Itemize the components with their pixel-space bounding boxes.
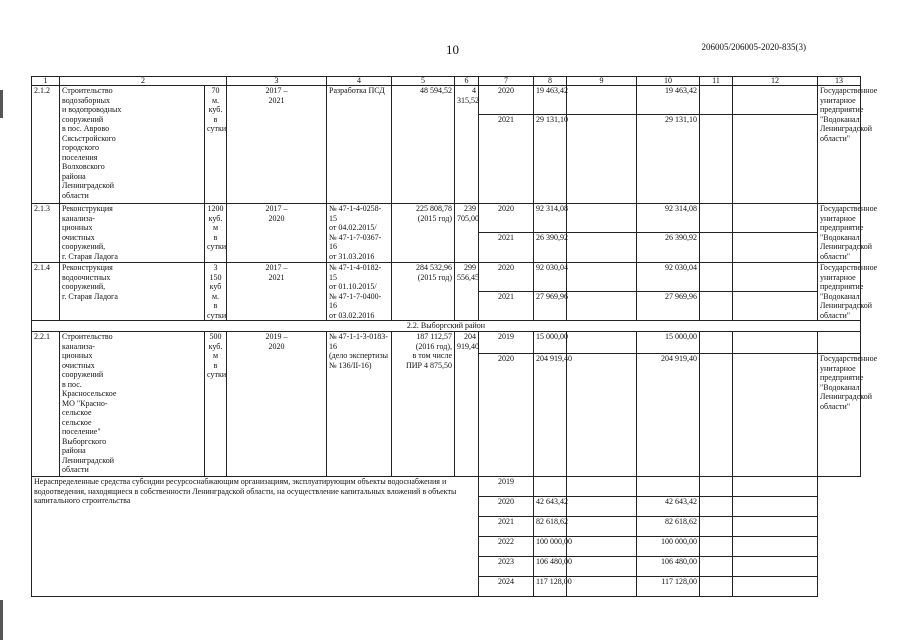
federal-budget [567,204,637,233]
federal-budget [567,115,637,204]
object-name: Реконструкция канализа- ционных очистных сооружений, г. Старая Ладога [60,204,205,263]
federal-budget [567,233,637,263]
year: 2021 [479,517,534,537]
item-number: 2.1.3 [32,204,60,263]
object-name: Строительство канализа- ционных очистных сооружений в пос. Красносельское МО "Красно- сельское сельское поселение" Выборгского района Ленинградской области [60,332,205,477]
federal-budget [567,292,637,321]
executor-organization [818,332,861,354]
financing-total: 19 463,42 [534,86,567,115]
page-number: 10 [446,42,459,57]
capacity: 1200 куб. м в сутки [205,204,227,263]
column-number: 4 [327,77,392,86]
financing-total: 29 131,10 [534,115,567,204]
investment-table [31,76,878,597]
regional-budget: 42 643,42 [637,497,700,517]
financing-total: 42 643,42 [534,497,567,517]
other-sources [733,292,818,321]
federal-budget [567,477,637,497]
year: 2021 [479,115,534,204]
year: 2020 [479,263,534,292]
column-number: 2 [60,77,227,86]
federal-budget [567,577,637,597]
construction-period: 2017 – 2021 [227,263,327,321]
federal-budget [567,557,637,577]
column-number: 6 [455,77,479,86]
column-number: 13 [818,77,861,86]
financing-total: 100 000,00 [534,537,567,557]
table-row [32,477,861,497]
regional-budget: 106 480,00 [637,557,700,577]
column-number: 7 [479,77,534,86]
year: 2021 [479,292,534,321]
financing-total: 106 480,00 [534,557,567,577]
local-budget [700,292,733,321]
column-number: 5 [392,77,455,86]
column-number: 12 [733,77,818,86]
estimated-cost: 187 112,57 (2016 год), в том числе ПИР 4 875,50 [392,332,455,477]
financing-total: 27 969,96 [534,292,567,321]
year: 2020 [479,497,534,517]
column-number: 8 [534,77,567,86]
expertise-documents: № 47-1-4-0182-15 от 01.10.2015/ № 47-1-7-0400-16 от 03.02.2016 [327,263,392,321]
regional-budget: 29 131,10 [637,115,700,204]
regional-budget: 82 618,62 [637,517,700,537]
federal-budget [567,497,637,517]
federal-budget [567,537,637,557]
local-budget [700,115,733,204]
table-row [32,263,861,292]
financing-total: 15 000,00 [534,332,567,354]
scan-edge-mark [0,600,3,640]
financing-total [534,477,567,497]
regional-budget: 27 969,96 [637,292,700,321]
local-budget [700,332,733,354]
local-budget [700,497,733,517]
local-budget [700,354,733,477]
local-budget [700,86,733,115]
executor-organization: Государственное унитарное предприятие "Водоканал Ленинградской области" [818,354,861,477]
section-row [32,321,861,332]
column-number: 11 [700,77,733,86]
other-sources [733,263,818,292]
capacity: 3 150 куб м. в сутки [205,263,227,321]
year: 2024 [479,577,534,597]
other-sources [733,86,818,115]
year: 2023 [479,557,534,577]
year: 2021 [479,233,534,263]
item-number: 2.1.2 [32,86,60,204]
table-row [32,204,861,233]
item-number: 2.1.4 [32,263,60,321]
expertise-documents: № 47-1-4-0258-15 от 04.02.2015/ № 47-1-7-0367-16 от 31.03.2016 [327,204,392,263]
federal-budget [567,354,637,477]
blank-cell [818,477,861,597]
column-number: 3 [227,77,327,86]
estimated-cost: 48 594,52 [392,86,455,204]
construction-period: 2017 – 2021 [227,86,327,204]
federal-budget [567,86,637,115]
other-sources [733,204,818,233]
remaining-cost: 299 556,45 [455,263,479,321]
table-row [32,332,861,354]
other-sources [733,233,818,263]
remaining-cost: 204 919,40 [455,332,479,477]
financing-total: 92 030,04 [534,263,567,292]
executor-organization: Государственное унитарное предприятие "Водоканал Ленинградской области" [818,263,861,321]
section-title: 2.2. Выборгский район [32,321,861,332]
local-budget [700,233,733,263]
estimated-cost: 284 532,96 (2015 год) [392,263,455,321]
local-budget [700,577,733,597]
column-number: 9 [567,77,637,86]
regional-budget: 15 000,00 [637,332,700,354]
remaining-cost: 4 315,52 [455,86,479,204]
object-name: Строительство водозаборных и водопроводных сооружений в пос. Аврово Сясьстройского городского поселения Волховского района Ленинградской области [60,86,205,204]
local-budget [700,477,733,497]
regional-budget: 92 314,08 [637,204,700,233]
other-sources [733,557,818,577]
scan-edge-mark [0,90,3,118]
other-sources [733,517,818,537]
column-number: 1 [32,77,60,86]
regional-budget [637,477,700,497]
capacity: 500 куб. м в сутки [205,332,227,477]
year: 2019 [479,477,534,497]
undistributed-funds-description: Нераспределенные средства субсидии ресурсоснабжающим организациям, эксплуатирующим объекты водоснабжения и водоотведения, находящиеся в собственности Ленинградской области, на осуществление капитальных вложений в объекты капитального строительства [32,477,479,597]
executor-organization: Государственное унитарное предприятие "Водоканал Ленинградской области" [818,86,861,204]
item-number: 2.2.1 [32,332,60,477]
local-budget [700,537,733,557]
other-sources [733,537,818,557]
other-sources [733,477,818,497]
column-number-row [32,77,861,86]
year: 2020 [479,204,534,233]
year: 2020 [479,354,534,477]
regional-budget: 100 000,00 [637,537,700,557]
expertise-documents: Разработка ПСД [327,86,392,204]
executor-organization: Государственное унитарное предприятие "Водоканал Ленинградской области" [818,204,861,263]
estimated-cost: 225 808,78 (2015 год) [392,204,455,263]
construction-period: 2017 – 2020 [227,204,327,263]
table-row [32,86,861,115]
year: 2019 [479,332,534,354]
local-budget [700,557,733,577]
other-sources [733,115,818,204]
regional-budget: 92 030,04 [637,263,700,292]
column-number: 10 [637,77,700,86]
regional-budget: 26 390,92 [637,233,700,263]
local-budget [700,263,733,292]
other-sources [733,332,818,354]
year: 2020 [479,86,534,115]
regional-budget: 204 919,40 [637,354,700,477]
document-code: 206005/206005-2020-835(3) [701,42,806,52]
federal-budget [567,517,637,537]
capacity: 70 м. куб. в сутки [205,86,227,204]
regional-budget: 19 463,42 [637,86,700,115]
year: 2022 [479,537,534,557]
financing-total: 92 314,08 [534,204,567,233]
remaining-cost: 239 705,00 [455,204,479,263]
regional-budget: 117 128,00 [637,577,700,597]
object-name: Реконструкция водоочистных сооружений, г. Старая Ладога [60,263,205,321]
construction-period: 2019 – 2020 [227,332,327,477]
other-sources [733,497,818,517]
other-sources [733,354,818,477]
financing-total: 26 390,92 [534,233,567,263]
federal-budget [567,263,637,292]
financing-total: 117 128,00 [534,577,567,597]
financing-total: 204 919,40 [534,354,567,477]
other-sources [733,577,818,597]
federal-budget [567,332,637,354]
financing-total: 82 618,62 [534,517,567,537]
local-budget [700,517,733,537]
local-budget [700,204,733,233]
expertise-documents: № 47-1-1-3-0183-16 (дело экспертизы № 136/II-16) [327,332,392,477]
